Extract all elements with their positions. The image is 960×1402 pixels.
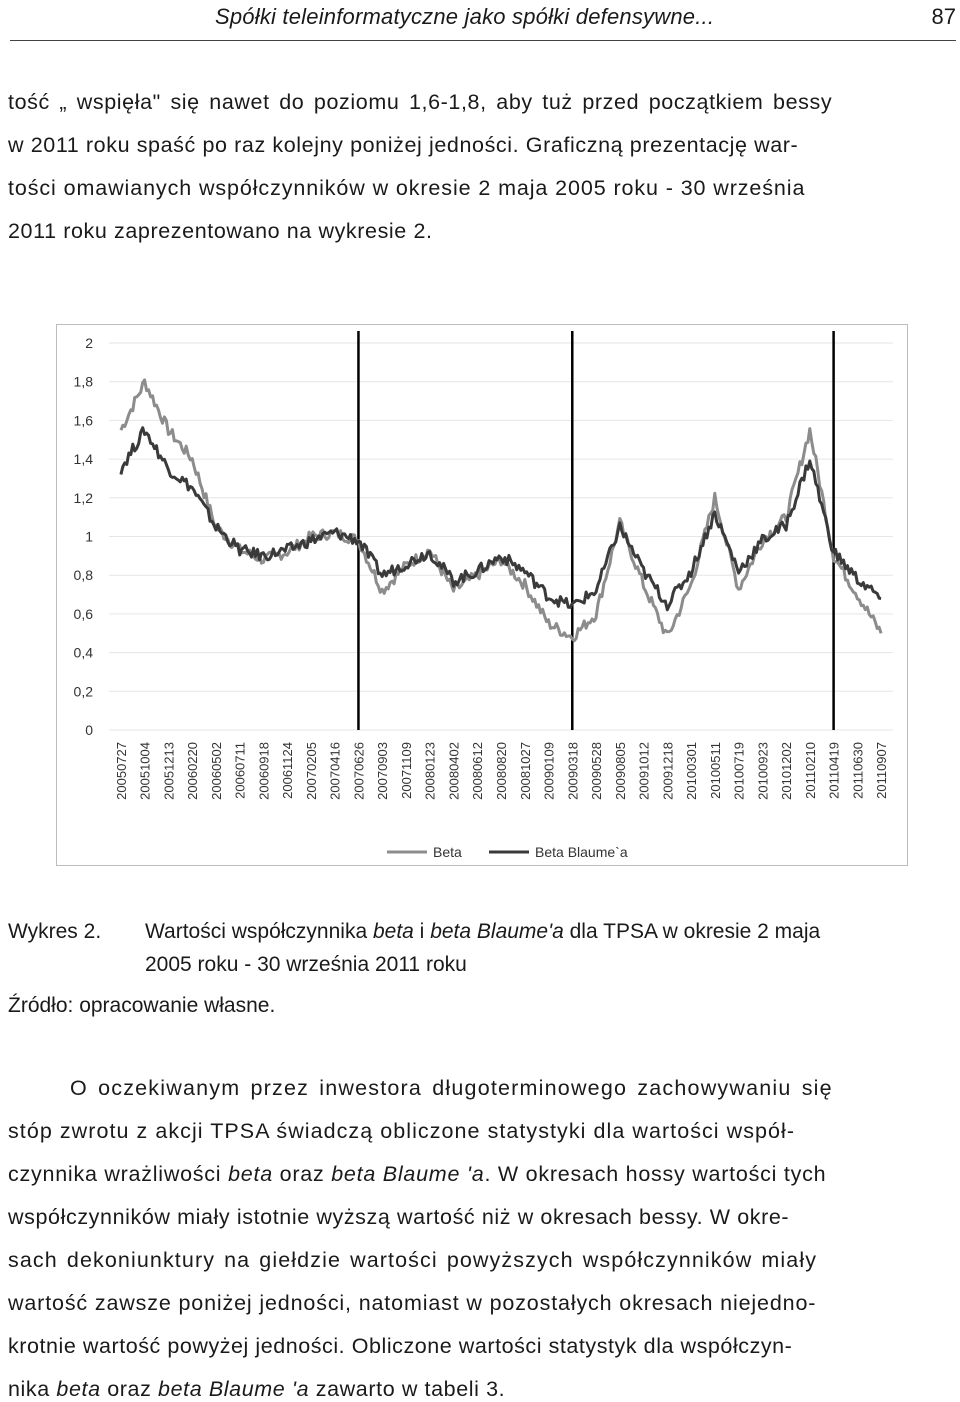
x-tick-label: 20100923 [755,742,771,800]
legend-entry: Beta [433,844,462,860]
y-tick-label: 2 [85,335,93,351]
series-line-beta-blaume [121,428,881,610]
y-tick-label: 0,4 [73,644,93,661]
x-tick-label: 20110210 [802,742,818,799]
x-tick-label: 20050727 [113,742,129,800]
x-tick-label: 20110419 [826,742,842,799]
caption-text-c: dla TPSA w okresie 2 maja [563,920,821,943]
y-tick-label: 0,6 [73,605,93,622]
figure-source: Źródło: opracowanie własne. [8,994,276,1017]
x-tick-label: 20060220 [185,742,201,800]
legend-entry: Beta Blaume`a [535,844,628,860]
intro-line-1: tość „ wspięła" się nawet do poziomu 1,6-1,8, aby tuż przed początkiem bessy [8,90,833,114]
x-tick-label: 20060502 [208,742,224,800]
running-header [10,0,956,41]
chart-frame [56,324,908,866]
figure-label: Wykres 2. [8,920,102,943]
x-tick-label: 20100719 [731,742,747,800]
x-tick-label: 20091218 [660,742,676,800]
intro-line-3: tości omawianych współczynników w okresie 2 maja 2005 roku - 30 września [8,176,806,200]
x-tick-label: 20081027 [517,742,533,800]
y-tick-label: 1,4 [73,451,93,468]
x-tick-label: 20101202 [779,742,795,800]
x-tick-label: 20080612 [470,742,486,800]
y-tick-label: 1 [85,528,93,545]
x-tick-label: 20080402 [446,742,462,800]
intro-line-4: 2011 roku zaprezentowano na wykresie 2. [8,219,433,243]
y-tick-label: 0,2 [73,683,93,700]
page-number: 87 [931,4,956,29]
x-tick-label: 20070416 [327,742,343,800]
y-tick-label: 1,8 [73,373,93,390]
figure-caption [145,920,820,944]
x-tick-label: 20070205 [303,742,319,800]
x-tick-label: 20100511 [707,742,723,799]
x-tick-label: 20110630 [850,742,866,799]
body-line-8-e: zawarto w tabeli 3. [309,1377,506,1401]
x-tick-label: 20060711 [232,742,248,799]
series-line-beta [121,380,881,641]
body-line-8 [8,1377,505,1402]
x-tick-label: 20060918 [256,742,272,800]
body-line-3-beta-blaume: beta Blaume 'a [331,1162,485,1186]
caption-beta-blaume: beta Blaume'a [430,920,564,943]
body-line-3-c: oraz [272,1162,332,1186]
body-line-5: sach dekoniunktury na giełdzie wartości powyższych współczynników miały [8,1248,818,1272]
x-tick-label: 20080123 [422,742,438,800]
x-tick-label: 20090528 [589,742,605,800]
x-tick-label: 20091012 [636,742,652,800]
x-tick-label: 20071109 [398,742,414,799]
caption-text-a: Wartości współczynnika [145,920,373,943]
caption-text-b: i [413,920,431,943]
y-tick-label: 1,2 [73,489,93,506]
x-tick-label: 20061124 [280,742,296,799]
body-line-8-beta: beta [56,1377,101,1401]
body-line-6: wartość zawsze poniżej jedności, natomiast w pozostałych okresach niejedno- [8,1291,817,1315]
x-tick-label: 20080820 [494,742,509,800]
y-tick-label: 1,6 [73,412,93,429]
body-line-3-e: . W okresach hossy wartości tych [484,1162,827,1186]
body-line-8-c: oraz [100,1377,159,1401]
figure-caption-line-2: 2005 roku - 30 września 2011 roku [145,953,467,976]
y-tick-label: 0,8 [73,567,93,584]
body-line-3-beta: beta [228,1162,273,1186]
x-tick-label: 20051004 [137,742,153,800]
x-tick-label: 20110907 [874,742,890,799]
x-tick-label: 20090109 [541,742,557,800]
x-tick-label: 20100301 [684,742,700,800]
body-line-3-a: czynnika wrażliwości [8,1162,229,1186]
body-line-3 [8,1162,826,1187]
x-tick-label: 20070626 [351,742,367,800]
caption-beta: beta [372,920,414,943]
body-line-8-beta-blaume: beta Blaume 'a [158,1377,310,1401]
body-line-2: stóp zwrotu z akcji TPSA świadczą obliczone statystyki dla wartości współ- [8,1119,796,1143]
x-tick-label: 20051213 [161,742,177,800]
body-line-7: krotnie wartość powyżej jedności. Obliczone wartości statystyk dla współczyn- [8,1334,793,1358]
x-tick-label: 20070903 [375,742,391,800]
x-tick-label: 20090805 [612,742,628,800]
intro-line-2: w 2011 roku spaść po raz kolejny poniżej jedności. Graficzną prezentację war- [8,133,799,157]
body-line-4: współczynników miały istotnie wyższą wartość niż w okresach bessy. W okre- [8,1205,790,1229]
beta-chart [57,325,907,865]
y-tick-label: 0 [85,722,93,738]
running-header-title: Spółki teleinformatyczne jako spółki defensywne... [215,4,715,29]
body-line-8-a: nika [8,1377,57,1401]
body-line-1: O oczekiwanym przez inwestora długoterminowego zachowywaniu się [70,1076,833,1100]
x-tick-label: 20090318 [565,742,581,800]
